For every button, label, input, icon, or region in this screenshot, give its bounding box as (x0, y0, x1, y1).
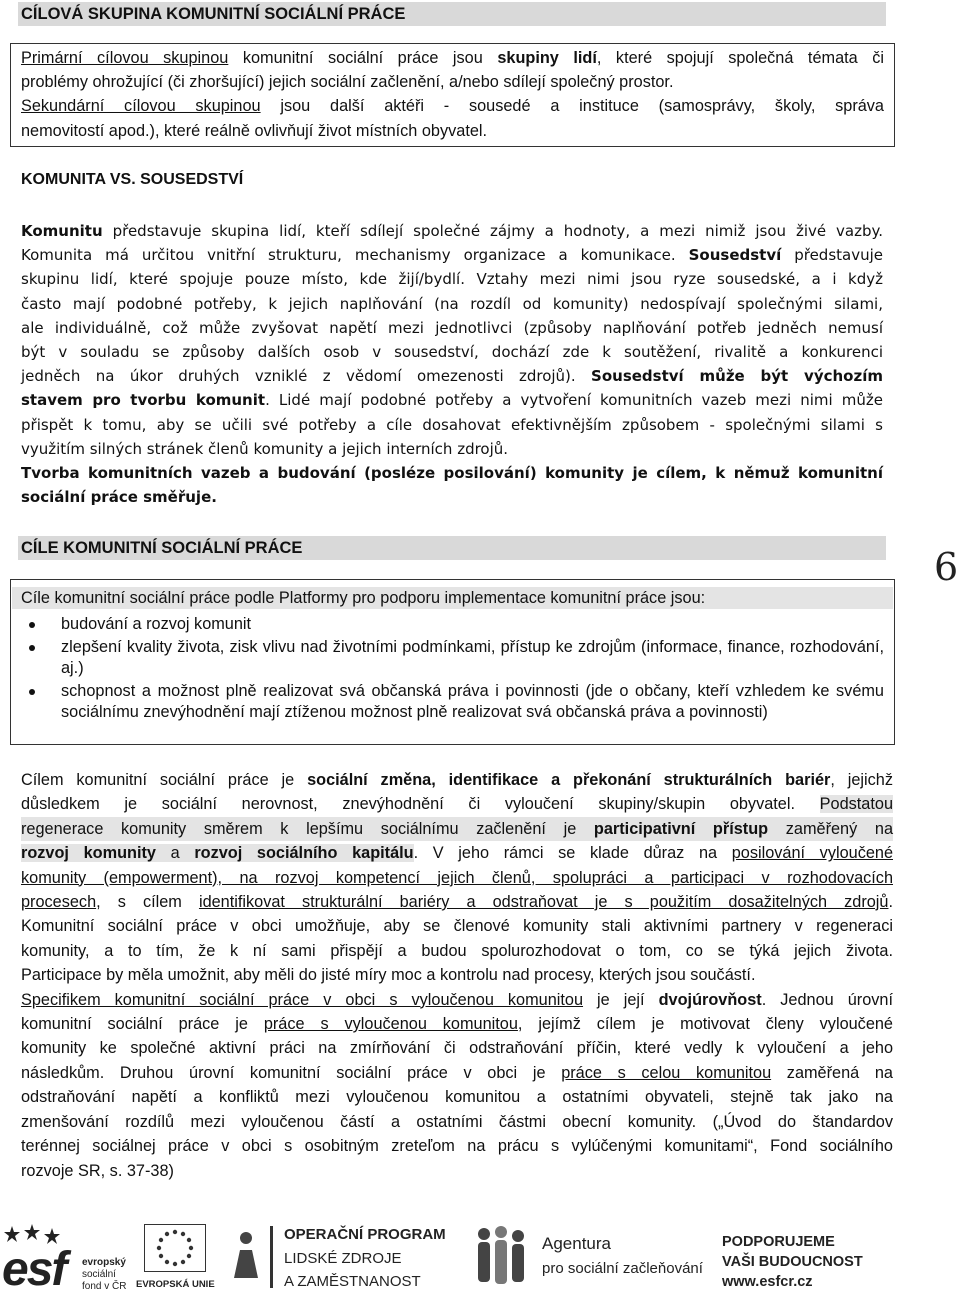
para-line: skupinu lidí, které spojuje pouze místo, kde žijí/bydlí. Vztahy mezi nimi jsou ryze sousedské, a i když (21, 270, 884, 289)
para-line: procesech, s cílem identifikovat strukturální bariéry a odstraňovat je s použitím dosažitelných zdrojů. (21, 893, 893, 912)
para-line: Participace by měla umožnit, aby měli do jisté míry moc a kontrolu nad procesy, kterých jsou součástí. (21, 966, 756, 985)
eu-flag-icon (144, 1224, 206, 1272)
para-line: být v souladu se způsoby dalších osob v sousedství, dochází zde k soutěžení, rivalitě a konkurenci (21, 343, 883, 362)
para-line: následkům. Druhou úrovní komunitní sociální práce v obci je práce s celou komunitou zaměřená na (21, 1063, 893, 1082)
eu-logo (136, 1224, 214, 1294)
goal-item: budování a rozvoj komunit (21, 614, 884, 636)
bullet-icon (29, 622, 35, 628)
para-line: odstraňování napětí a konfliktů mezi vyloučenou komunitou a ostatními obyvateli, stejně tak jako na (21, 1088, 893, 1107)
esf-sub-1: evropský (82, 1257, 126, 1268)
para-line: komunity ke společné aktivní práci na zmírňování či odstraňování příčin, které vedly k vyloučení a jeho (21, 1039, 893, 1058)
para-line: Cílem komunitní sociální práce je sociální změna, identifikace a překonání strukturálních bariér, jejichž (21, 771, 893, 789)
para-line: důsledkem je sociální nerovnost, znevýhodnění či vyloučení skupiny/skupin obyvatel. Podstatou (21, 795, 893, 814)
para-line: často mají podobné potřeby, k jejich naplňování (na rozdíl od komunity) nedospívají společnými silami, (21, 294, 883, 313)
agency-line-2: pro sociální začleňování (542, 1260, 703, 1277)
para-line: rozvoje SR, s. 37-38) (21, 1161, 174, 1180)
bullet-icon (29, 689, 35, 695)
op-line-3: A ZAMĚSTNANOST (284, 1273, 421, 1290)
section-title-target-group (18, 2, 886, 26)
heading-community-vs-neighbourhood: KOMUNITA VS. SOUSEDSTVÍ (21, 171, 244, 188)
para-line: zmenšování rozdílů mezi vyloučenou částí a ostatními částmi obecní komunity. („Úvod do štandardov (21, 1112, 893, 1131)
para-line: Komunitu představuje skupina lidí, kteří sdílejí společné zájmy a hodnoty, a mezi nimiž jsou živé vazby. (21, 222, 883, 240)
support-line-2: VAŠI BUDOUCNOST (722, 1254, 863, 1270)
box-line-4: nemovitostí apod.), které reálně ovlivňují život místních obyvatel. (21, 121, 488, 140)
para-line: přispět k tomu, aby se učili své potřeby a cíle dosahovat efektivnějším způsobem - společnými silami s (21, 415, 883, 434)
para-line: využitím silných stránek členů komunity a jejich interních zdrojů. (21, 439, 509, 458)
para-line: komunity (empowerment), na rozvoj kompetencí jejich členů, spolupráci a participaci v rozhodovacích (21, 868, 893, 887)
goal-item: schopnost a možnost plně realizovat svá občanská práva i povinnosti (jde o občany, kteří vzhledem ke svému sociálnímu znevýhodnění mají ztíženou možnost plně realizovat svá občanská práva a povinnosti) (21, 681, 884, 724)
para-line: terénnej sociálnej práce v obci s osobitným zreteľom na prácu s vylúčenými komunitami“, Fond sociálního (21, 1137, 893, 1156)
section-title-text: CÍLOVÁ SKUPINA KOMUNITNÍ SOCIÁLNÍ PRÁCE (21, 5, 406, 23)
bullet-icon (29, 645, 35, 651)
box-line-2: problémy ohrožující (či zhoršující) jejich sociální začlenění, a/nebo sdílejí společný prostor. (21, 73, 674, 92)
goal-item: zlepšení kvality života, zisk vlivu nad životními podmínkami, přístup ke zdrojům (informace, finance, rozhodování, aj.) (21, 637, 884, 680)
box-line-3: Sekundární cílovou skupinou jsou další aktéři - sousedé a instituce (samosprávy, školy, správa (21, 97, 884, 116)
agency-logo (470, 1220, 703, 1295)
goals-list (21, 614, 884, 724)
agency-figures-icon (470, 1224, 532, 1290)
esf-logo (0, 1222, 128, 1294)
community-paragraph (21, 219, 883, 509)
para-line: komunitní sociální práce je práce s vyloučenou komunitou, jejímž cílem je motivovat členy vyloučené (21, 1015, 893, 1034)
para-line: ale individuálně, což může zvyšovat napětí mezi jednotlivci (způsoby naplňování potřeb jedněch nemusí (21, 318, 883, 337)
eu-label: EVROPSKÁ UNIE (136, 1279, 215, 1290)
footer-logos (0, 1220, 960, 1295)
box-line-1: Primární cílovou skupinou komunitní sociální práce jsou skupiny lidí, které spojují společná témata či (21, 49, 884, 67)
para-line: rozvoj komunity a rozvoj sociálního kapitálu. V jeho rámci se klade důraz na posilování vyloučené (21, 844, 893, 863)
support-logo (722, 1220, 922, 1295)
agency-line-1: Agentura (542, 1234, 611, 1253)
esf-sub-2: sociální (82, 1269, 116, 1280)
goals-paragraph (21, 768, 893, 1183)
op-figure-icon (226, 1230, 266, 1280)
section-title-text: CÍLE KOMUNITNÍ SOCIÁLNÍ PRÁCE (21, 539, 303, 557)
para-line: Komunitní sociální práce v obci umožňuje, aby se členové komunity stali aktivními partnery v regeneraci (21, 917, 893, 936)
para-line: Specifikem komunitní sociální práce v obci s vyloučenou komunitou je její dvojúrovňost. Jednou úrovní (21, 990, 893, 1009)
para-line: jedněch na úkor druhých vzniklé z vědomí omezenosti zdrojů). Sousedství může být výchozím (21, 367, 883, 386)
esf-sub-3: fond v ČR (82, 1281, 127, 1292)
op-line-1: OPERAČNÍ PROGRAM (284, 1226, 446, 1243)
para-line: stavem pro tvorbu komunit. Lidé mají podobné potřeby a vytvoření komunitních vazeb mezi nimi může (21, 391, 883, 410)
section-title-goals (18, 536, 886, 560)
op-logo (222, 1220, 446, 1295)
op-bar (270, 1226, 273, 1288)
esf-logo-text: esf (2, 1243, 66, 1295)
target-group-box (10, 43, 895, 147)
para-line: Komunita má určitou vnitřní strukturu, mechanismy organizace a komunikace. Sousedství představuje (21, 246, 883, 265)
support-line-1: PODPORUJEME (722, 1234, 835, 1250)
goals-intro: Cíle komunitní sociální práce podle Platformy pro podporu implementace komunitní práce jsou: (12, 587, 893, 609)
para-line: komunity, a to tím, že k ní sami přispějí a budou spolurozhodovat o tom, co se týká jejich života. (21, 941, 893, 960)
op-line-2: LIDSKÉ ZDROJE (284, 1250, 402, 1267)
bold-conclusion-line-2: sociální práce směřuje. (21, 488, 217, 507)
page-number: 6 (934, 545, 959, 589)
bold-conclusion-line-1: Tvorba komunitních vazeb a budování (posléze posilování) komunity je cílem, k němuž komunitní (21, 464, 883, 483)
support-url: www.esfcr.cz (722, 1274, 813, 1290)
goals-box (10, 579, 895, 745)
para-line: regenerace komunity směrem k lepšímu sociálnímu začlenění je participativní přístup zaměřený na (21, 817, 893, 841)
